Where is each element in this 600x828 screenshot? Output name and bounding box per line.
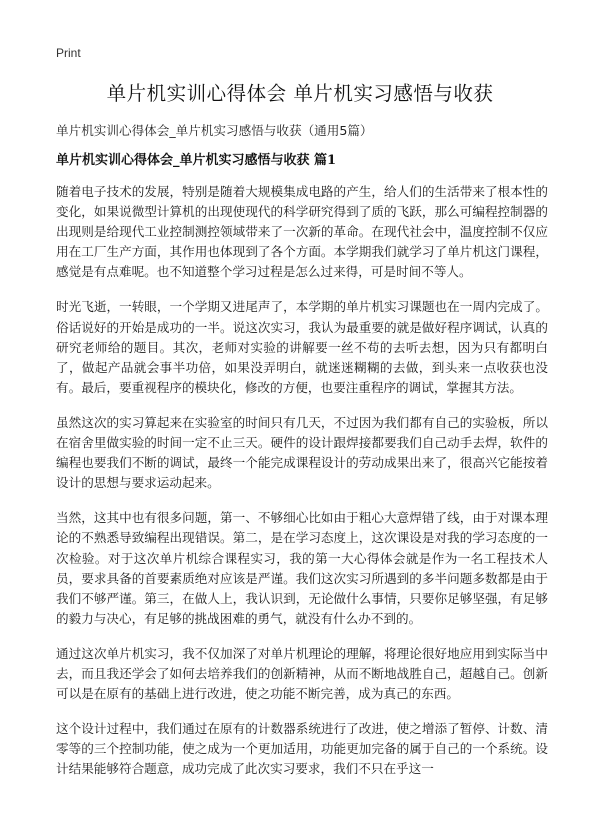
article-body bbox=[56, 182, 548, 794]
paragraph: 通过这次单片机实习，我不仅加深了对单片机理论的理解，将理论很好地应用到实际当中去，而且我还学会了如何去培养我们的创新精神，从而不断地战胜自己，超越自己。创新可以是在原有的基础上进行改进，使之功能不断完善，成为真己的东西。 bbox=[56, 645, 548, 702]
paragraph: 当然，这其中也有很多问题，第一、不够细心比如由于粗心大意焊错了线，由于对课本理论的不熟悉导致编程出现错误。第二，是在学习态度上，这次课设是对我的学习态度的一次检验。对于这次单片机综合课程实习，我的第一大心得体会就是作为一名工程技术人员，要求具备的首要素质绝对应该是严谨。我们这次实习所遇到的多半问题多数都是由于我们不够严谨。第三，在做人上，我认识到，无论做什么事情，只要你足够坚强，有足够的毅力与决心，有足够的挑战困难的勇气，就没有什么办不到的。 bbox=[56, 510, 548, 626]
paragraph: 时光飞逝，一转眼，一个学期又进尾声了，本学期的单片机实习课题也在一周内完成了。俗话说好的开始是成功的一半。说这次实习，我认为最重要的就是做好程序调试，认真的研究老师给的题目。其次，老师对实验的讲解要一丝不苟的去听去想，因为只有都明白了，做起产品就会事半功倍，如果没弄明白，就迷迷糊糊的去做，到头来一点收获也没有。最后，要重视程序的模块化，修改的方便，也要注重程序的调试，掌握其方法。 bbox=[56, 299, 548, 395]
section-heading: 单片机实训心得体会_单片机实习感悟与收获 篇1 bbox=[56, 153, 337, 168]
article-subtitle: 单片机实训心得体会_单片机实习感悟与收获（通用5篇） bbox=[56, 123, 373, 138]
paragraph: 虽然这次的实习算起来在实验室的时间只有几天，不过因为我们都有自己的实验板，所以在宿舍里做实验的时间一定不止三天。硬件的设计跟焊接都要我们自己动手去焊，软件的编程也要我们不断的调试，最终一个能完成课程设计的劳动成果出来了，很高兴它能按着设计的思想与要求运动起来。 bbox=[56, 414, 548, 491]
paragraph: 这个设计过程中，我们通过在原有的计数器系统进行了改进，使之增添了暂停、计数、清零等的三个控制功能，使之成为一个更加适用，功能更加完备的属于自己的一个系统。设计结果能够符合题意，成功完成了此次实习要求，我们不只在乎这一 bbox=[56, 721, 548, 777]
page-title: 单片机实训心得体会 单片机实习感悟与收获 bbox=[106, 82, 494, 105]
paragraph: 随着电子技术的发展，特别是随着大规模集成电路的产生，给人们的生活带来了根本性的变化，如果说微型计算机的出现使现代的科学研究得到了质的飞跃，那么可编程控制器的出现则是给现代工业控制测控领域带来了一次新的革命。在现代社会中，温度控制不仅应用在工厂生产方面，其作用也体现到了各个方面。本学期我们就学习了单片机这门课程，感觉是有点难呢。也不知道整个学习过程是怎么过来得，可是时间不等人。 bbox=[56, 184, 548, 280]
print-link[interactable]: Print bbox=[56, 46, 81, 60]
